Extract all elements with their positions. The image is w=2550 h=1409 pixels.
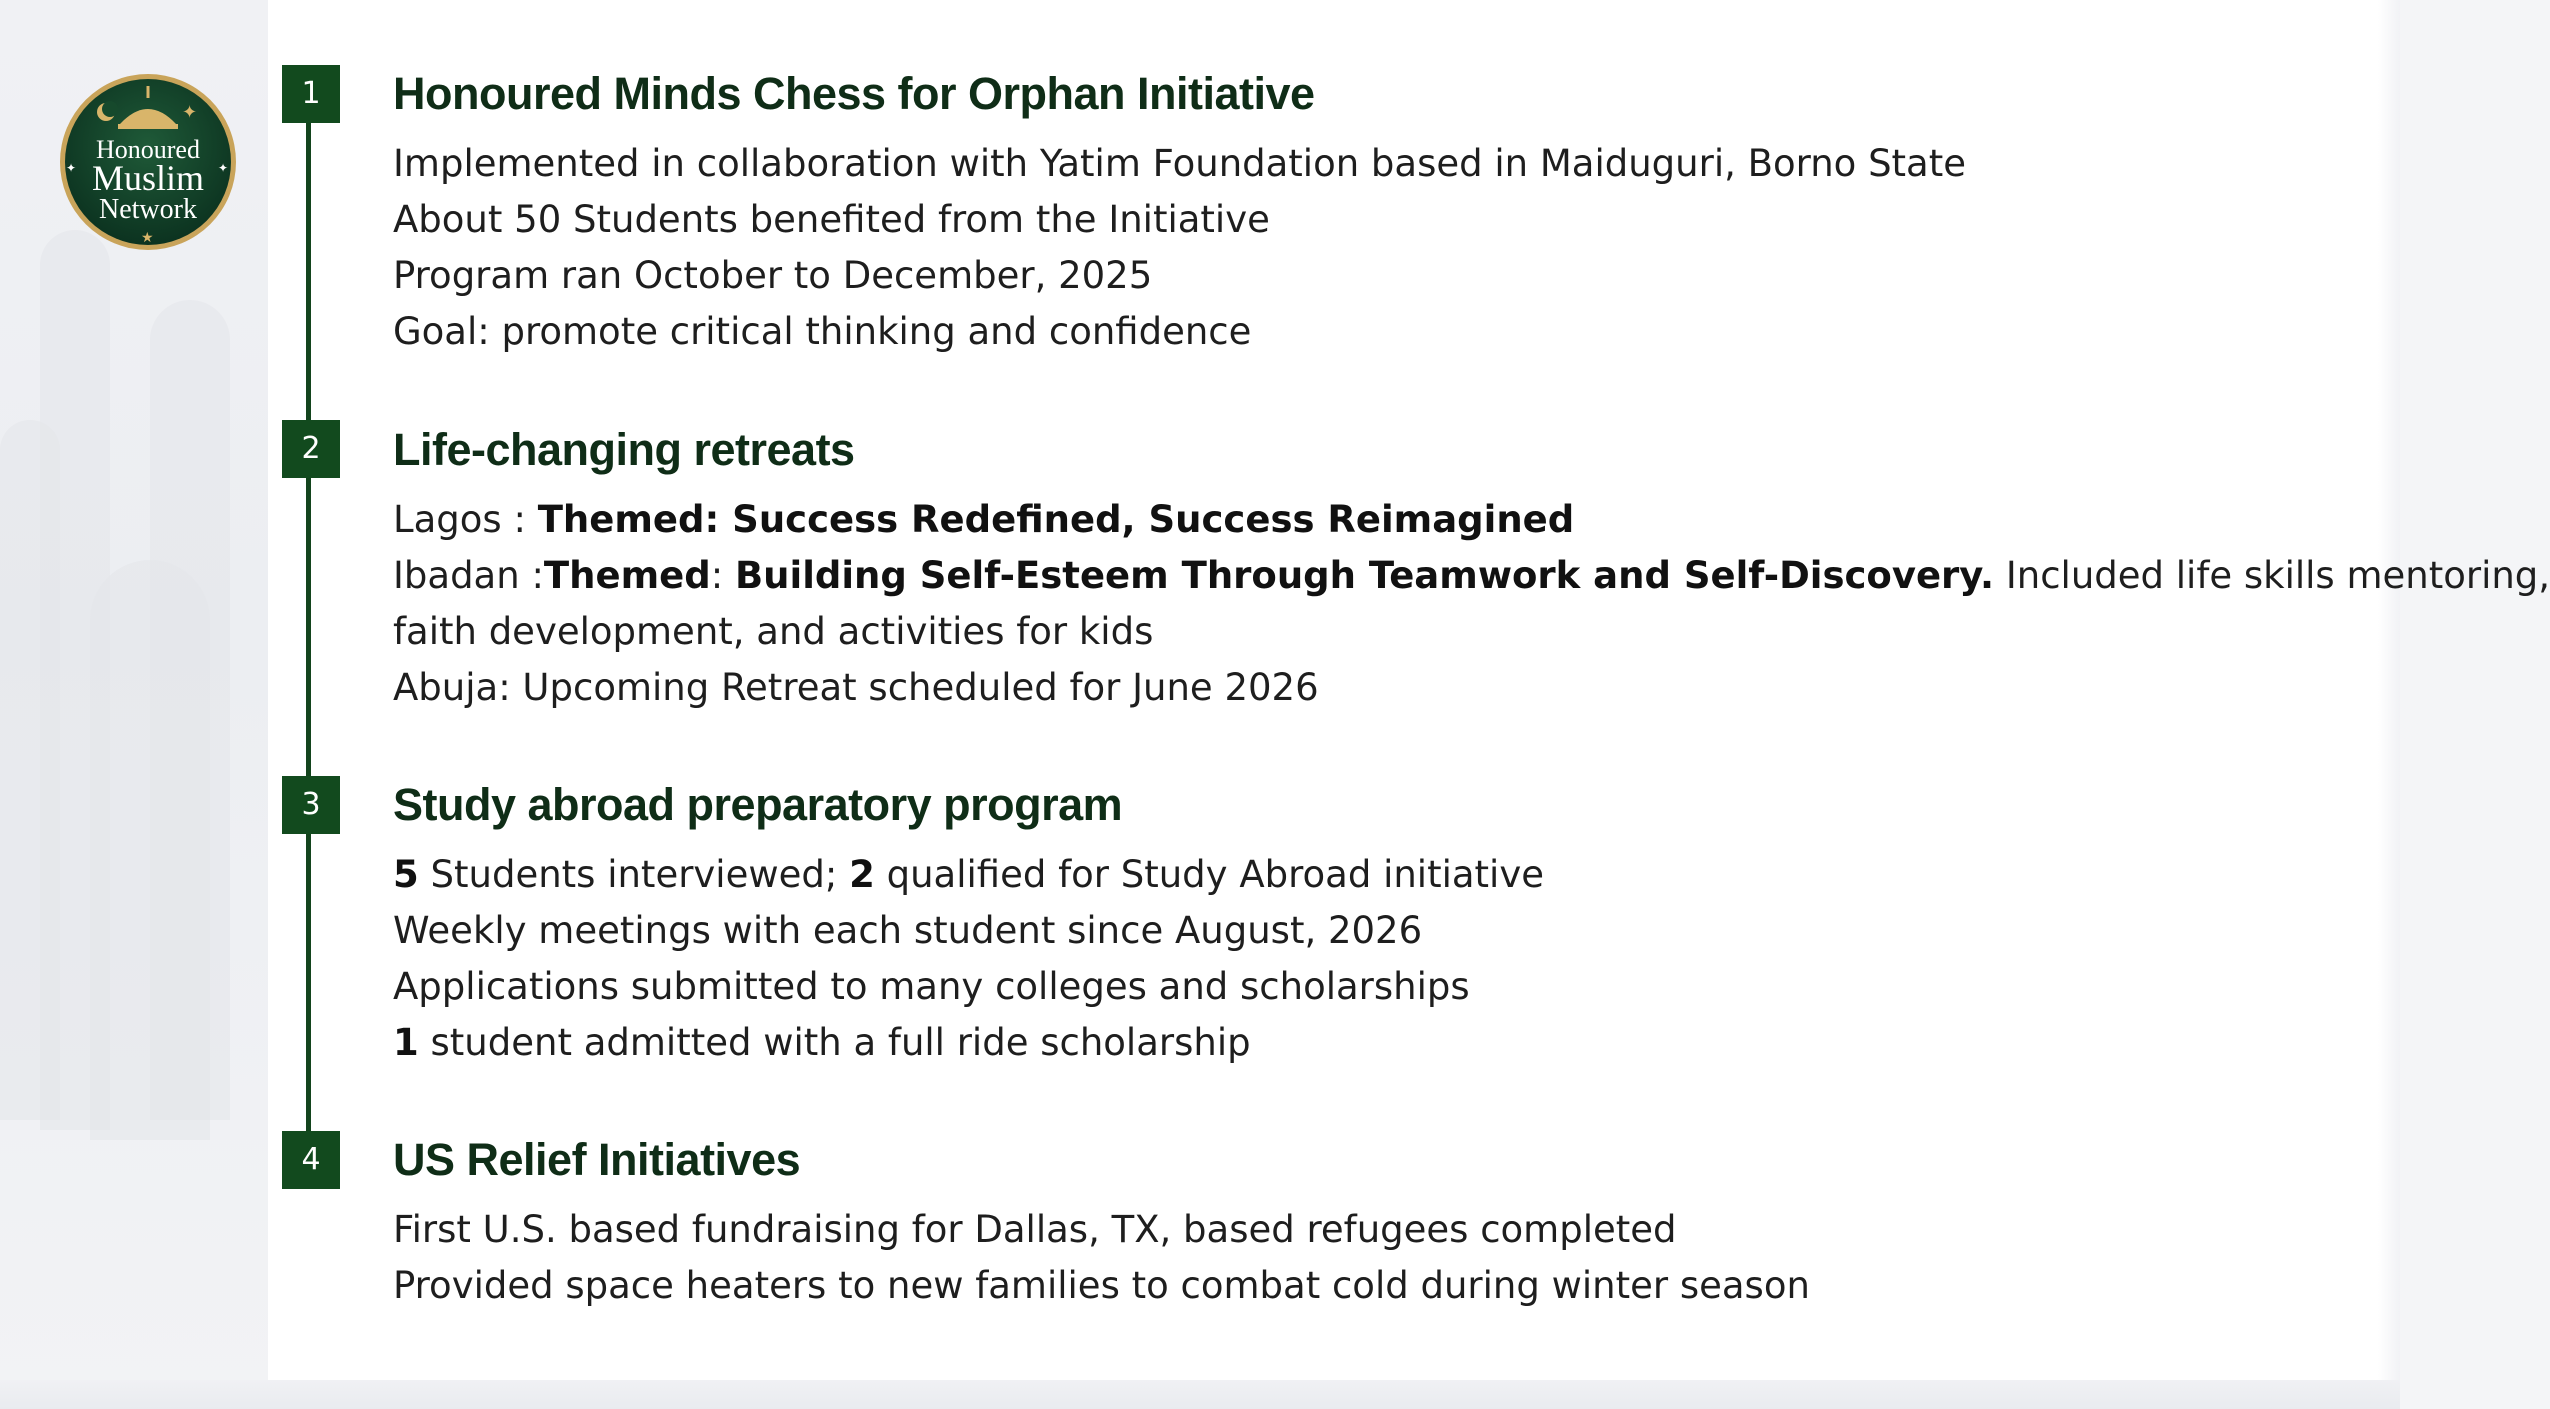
retreat-theme: Building Self-Esteem Through Teamwork and Self-Discovery. <box>734 554 1995 597</box>
retreat-separator: : <box>710 554 735 597</box>
section-retreats <box>393 424 2550 716</box>
retreat-ibadan <box>393 548 2550 604</box>
section-title: Life-changing retreats <box>393 424 855 475</box>
section-line: Applications submitted to many colleges and scholarships <box>393 965 1470 1008</box>
retreat-description: Included life skills mentoring, <box>1994 554 2550 597</box>
svg-text:✦: ✦ <box>218 161 229 175</box>
students-admitted-line <box>393 1015 2383 1071</box>
step-badge-3: 3 <box>282 776 340 834</box>
count-qualified: 2 <box>849 853 875 896</box>
students-interviewed-line <box>393 847 2383 903</box>
section-line: Weekly meetings with each student since August, 2026 <box>393 909 1423 952</box>
honoured-muslim-network-logo <box>58 72 238 252</box>
section-title: US Relief Initiatives <box>393 1134 801 1185</box>
count-interviewed: 5 <box>393 853 419 896</box>
section-line: Implemented in collaboration with Yatim Foundation based in Maiduguri, Borno State <box>393 142 1967 185</box>
text-fragment: student admitted with a full ride scholarship <box>418 1021 1251 1064</box>
retreat-ibadan-continued: faith development, and activities for kids <box>393 610 1154 653</box>
svg-text:★: ★ <box>141 230 154 246</box>
section-us-relief <box>393 1134 2383 1314</box>
count-admitted: 1 <box>393 1021 419 1064</box>
section-line: First U.S. based fundraising for Dallas, TX, based refugees completed <box>393 1208 1677 1251</box>
step-badge-4: 4 <box>282 1131 340 1189</box>
retreat-lagos <box>393 492 2383 548</box>
section-title: Study abroad preparatory program <box>393 779 1123 830</box>
retreat-abuja: Abuja: Upcoming Retreat scheduled for June 2026 <box>393 666 1319 709</box>
section-line: About 50 Students benefited from the Initiative <box>393 198 1270 241</box>
section-line: Program ran October to December, 2025 <box>393 254 1153 297</box>
section-line: Provided space heaters to new families to combat cold during winter season <box>393 1264 1810 1307</box>
section-title: Honoured Minds Chess for Orphan Initiative <box>393 68 1315 119</box>
step-badge-1: 1 <box>282 65 340 123</box>
retreat-theme-label: Themed <box>543 554 711 597</box>
retreat-city: Lagos : <box>393 498 538 541</box>
step-badge-2: 2 <box>282 420 340 478</box>
section-study-abroad <box>393 779 2383 1071</box>
logo-text-muslim: Muslim <box>91 158 205 198</box>
svg-text:✦: ✦ <box>182 102 198 123</box>
logo-text-honoured: Honoured <box>96 135 200 164</box>
bottom-edge-strip <box>0 1380 2400 1409</box>
svg-text:✦: ✦ <box>66 161 77 175</box>
retreat-theme: Themed: Success Redefined, Success Reimagined <box>537 498 1575 541</box>
timeline-line <box>306 95 311 1165</box>
logo-text-network: Network <box>99 194 197 225</box>
text-fragment: qualified for Study Abroad initiative <box>874 853 1544 896</box>
section-chess-initiative <box>393 68 2383 360</box>
section-line: Goal: promote critical thinking and confidence <box>393 310 1252 353</box>
text-fragment: Students interviewed; <box>418 853 850 896</box>
retreat-city: Ibadan : <box>393 554 544 597</box>
